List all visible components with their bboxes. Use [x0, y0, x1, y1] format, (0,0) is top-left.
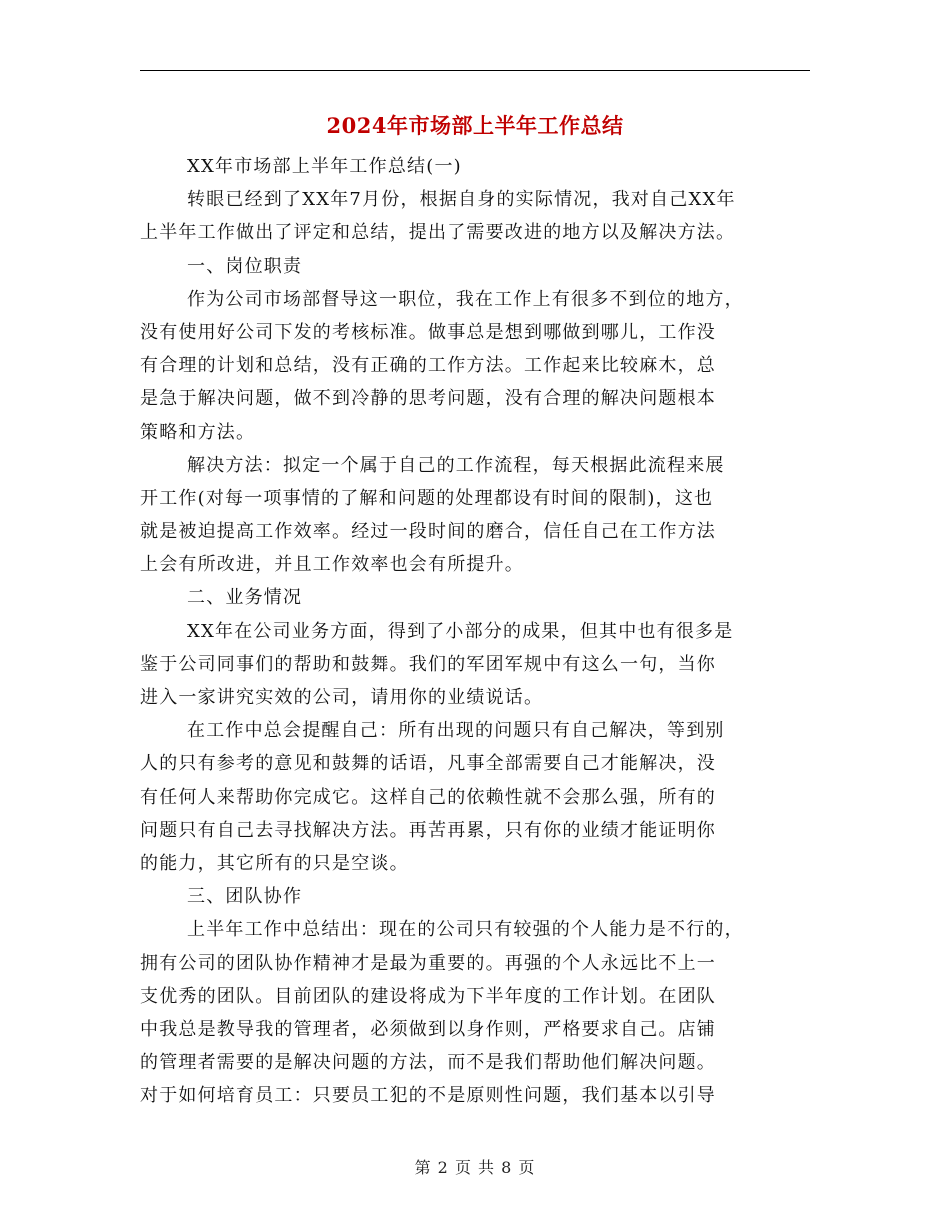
text-line: 没有使用好公司下发的考核标准。做事总是想到哪做到哪儿，工作没: [140, 321, 716, 343]
header-rule: [140, 70, 810, 71]
text-line: 转眼已经到了XX年7月份，根据自身的实际情况，我对自己XX年: [187, 189, 736, 211]
text-line: 上半年工作做出了评定和总结，提出了需要改进的地方以及解决方法。: [140, 222, 736, 244]
text-line: 作为公司市场部督导这一职位，我在工作上有很多不到位的地方，: [187, 288, 744, 310]
text-line: 解决方法：拟定一个属于自己的工作流程，每天根据此流程来展: [187, 454, 725, 476]
text-line: 开工作(对每一项事情的了解和问题的处理都设有时间的限制)，这也: [140, 487, 714, 509]
text-line: 拥有公司的团队协作精神才是最为重要的。再强的个人永远比不上一: [140, 952, 716, 974]
text-line: 的能力，其它所有的只是空谈。: [140, 852, 409, 874]
text-line: 就是被迫提高工作效率。经过一段时间的磨合，信任自己在工作方法: [140, 521, 716, 543]
page-footer: 第 2 页 共 8 页: [414, 1158, 536, 1177]
document-body: [140, 150, 810, 1112]
text-line: 对于如何培育员工：只要员工犯的不是原则性问题，我们基本以引导: [140, 1085, 716, 1107]
text-line: 上半年工作中总结出：现在的公司只有较强的个人能力是不行的，: [187, 919, 744, 941]
text-line: 上会有所改进，并且工作效率也会有所提升。: [140, 554, 524, 576]
text-line: 一、岗位职责: [187, 255, 303, 277]
text-line: XX年市场部上半年工作总结(一): [187, 156, 462, 177]
text-line: 策略和方法。: [140, 421, 256, 443]
text-line: 三、团队协作: [187, 886, 303, 908]
text-line: 鉴于公司同事们的帮助和鼓舞。我们的军团军规中有这么一句，当你: [140, 653, 716, 675]
text-line: 支优秀的团队。目前团队的建设将成为下半年度的工作计划。在团队: [140, 985, 716, 1007]
text-line: 二、业务情况: [187, 587, 303, 609]
text-line: 有任何人来帮助你完成它。这样自己的依赖性就不会那么强，所有的: [140, 786, 716, 808]
text-line: 的管理者需要的是解决问题的方法，而不是我们帮助他们解决问题。: [140, 1052, 716, 1074]
text-line: 是急于解决问题，做不到冷静的思考问题，没有合理的解决问题根本: [140, 388, 716, 410]
text-line: 问题只有自己去寻找解决方法。再苦再累，只有你的业绩才能证明你: [140, 819, 716, 841]
text-line: 进入一家讲究实效的公司，请用你的业绩说话。: [140, 687, 544, 708]
document-title: 2024年市场部上半年工作总结: [326, 113, 624, 138]
text-line: XX年在公司业务方面，得到了小部分的成果，但其中也有很多是: [187, 620, 734, 642]
text-line: 人的只有参考的意见和鼓舞的话语，凡事全部需要自己才能解决，没: [140, 753, 716, 775]
text-line: 中我总是教导我的管理者，必须做到以身作则，严格要求自己。店铺: [140, 1018, 716, 1040]
text-line: 有合理的计划和总结，没有正确的工作方法。工作起来比较麻木，总: [140, 355, 716, 377]
text-line: 在工作中总会提醒自己：所有出现的问题只有自己解决，等到别: [187, 720, 725, 742]
